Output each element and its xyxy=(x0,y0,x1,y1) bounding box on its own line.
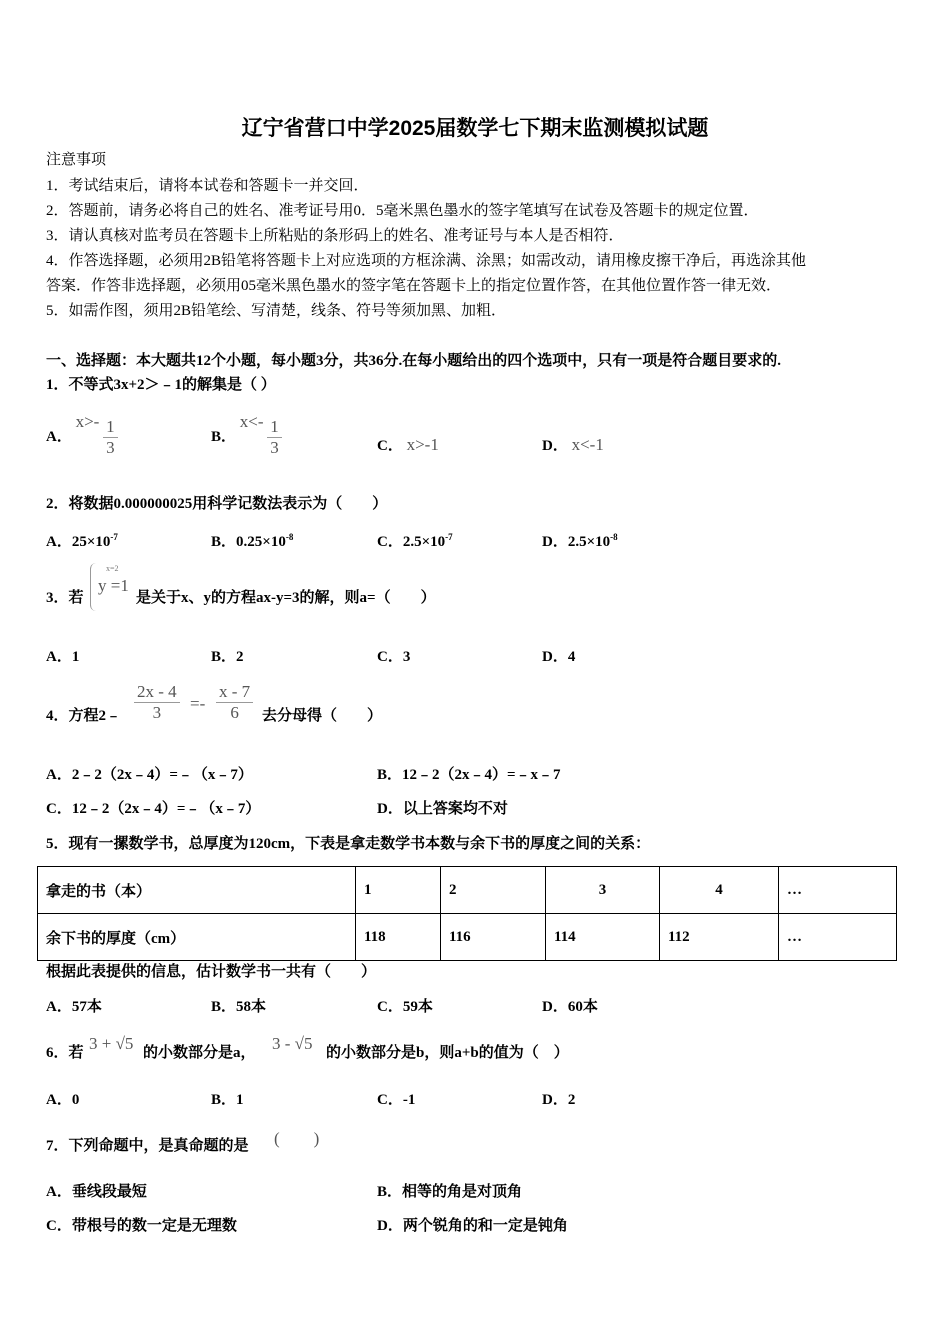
math-expr: 3 - √5 xyxy=(272,1034,313,1053)
data-table xyxy=(37,866,897,961)
table-cell: 116 xyxy=(441,914,546,961)
option-label: D． xyxy=(542,534,568,550)
exponent: -8 xyxy=(610,532,618,542)
denominator: 3 xyxy=(106,438,115,458)
q4-option-c[interactable]: C．12﹣2（2x﹣4）=﹣（x﹣7） xyxy=(46,801,261,817)
q3-option-c[interactable]: C．3 xyxy=(377,649,411,665)
notes-heading: 注意事项 xyxy=(46,152,107,168)
question-2-stem: 2．将数据0.000000025用科学记数法表示为（ ） xyxy=(46,496,388,512)
table-cell: 112 xyxy=(660,914,779,961)
table-cell: 1 xyxy=(356,867,441,914)
option-text: 25×10 xyxy=(71,534,111,550)
q6-mid: 的小数部分是a， xyxy=(143,1045,256,1061)
option-label: B． xyxy=(211,429,237,445)
denominator: 3 xyxy=(270,438,279,458)
table-cell: … xyxy=(779,867,897,914)
table-row xyxy=(38,914,897,961)
system-bottom: y =1 xyxy=(98,576,129,595)
fraction xyxy=(216,682,253,723)
q5-option-b[interactable]: B．58本 xyxy=(211,999,267,1015)
math-expr: x>-1 xyxy=(406,435,439,454)
q3-suffix: 是关于x、y的方程ax-y=3的解，则a=（ ） xyxy=(136,590,436,606)
q7-option-d[interactable]: D．两个锐角的和一定是钝角 xyxy=(377,1218,568,1234)
q6-option-d[interactable]: D．2 xyxy=(542,1092,576,1108)
table-cell: … xyxy=(779,914,897,961)
option-text: 2.5×10 xyxy=(402,534,446,550)
q6-suffix: 的小数部分是b，则a+b的值为（ ） xyxy=(326,1045,569,1061)
option-label: A． xyxy=(46,534,72,550)
q1-option-d[interactable] xyxy=(542,435,604,456)
q3-option-d[interactable]: D．4 xyxy=(542,649,576,665)
q5-option-c[interactable]: C．59本 xyxy=(377,999,433,1015)
q1-option-b[interactable] xyxy=(211,412,282,458)
fraction xyxy=(103,417,118,458)
exponent: -7 xyxy=(445,532,453,542)
option-label: D． xyxy=(542,438,568,454)
q6-option-a[interactable]: A．0 xyxy=(46,1092,80,1108)
option-label: A． xyxy=(46,429,72,445)
table-row xyxy=(38,867,897,914)
math-expr: x<-1 xyxy=(571,435,604,454)
q6-option-b[interactable]: B．1 xyxy=(211,1092,244,1108)
q4-option-a[interactable]: A．2﹣2（2x﹣4）=﹣（x﹣7） xyxy=(46,767,253,783)
q4-suffix: 去分母得（ ） xyxy=(262,708,383,724)
fraction xyxy=(267,417,282,458)
exponent: -8 xyxy=(285,532,294,542)
fraction xyxy=(134,682,180,723)
section-heading: 一、选择题：本大题共12个小题，每小题3分，共36分.在每小题给出的四个选项中，只有一项是符合题目要求的. xyxy=(46,353,782,369)
q1-option-c[interactable] xyxy=(377,435,439,456)
q3-prefix: 3．若 xyxy=(46,590,84,606)
system-top: x=2 xyxy=(106,564,119,573)
exponent: -7 xyxy=(110,532,118,542)
table-cell: 118 xyxy=(356,914,441,961)
q6-option-c[interactable]: C．-1 xyxy=(377,1092,416,1108)
q7-option-b[interactable]: B．相等的角是对顶角 xyxy=(377,1184,523,1200)
q4-option-d[interactable]: D．以上答案均不对 xyxy=(377,801,508,817)
option-label: B． xyxy=(211,534,237,550)
q2-option-a[interactable] xyxy=(46,527,118,552)
math-expr: 3 + √5 xyxy=(89,1034,134,1053)
option-label: C． xyxy=(377,438,403,454)
numerator: x - 7 xyxy=(216,682,253,703)
math-expr: x<- xyxy=(239,412,264,431)
q7-option-a[interactable]: A．垂线段最短 xyxy=(46,1184,147,1200)
q2-option-b[interactable] xyxy=(211,527,293,552)
q5-followup: 根据此表提供的信息，估计数学书一共有（ ） xyxy=(46,964,377,980)
numerator: 1 xyxy=(267,417,282,438)
table-cell: 2 xyxy=(441,867,546,914)
q3-option-a[interactable]: A．1 xyxy=(46,649,80,665)
math-expr: x>- xyxy=(75,412,100,431)
q2-option-d[interactable] xyxy=(542,527,618,552)
q5-option-d[interactable]: D．60本 xyxy=(542,999,598,1015)
q6-prefix: 6．若 xyxy=(46,1045,84,1061)
note-item: 答案．作答非选择题，必须用05毫米黑色墨水的签字笔在答题卡上的指定位置作答，在其他位置作答一律无效． xyxy=(46,278,782,294)
denominator: 3 xyxy=(152,703,162,722)
option-label: C． xyxy=(377,534,403,550)
question-1-stem: 1．不等式3x+2＞﹣1的解集是（ ） xyxy=(46,377,276,393)
note-item: 2．答题前，请务必将自己的姓名、准考证号用0．5毫米黑色墨水的签字笔填写在试卷及答题卡的规定位置． xyxy=(46,203,759,219)
q2-option-c[interactable] xyxy=(377,527,453,552)
note-item: 5．如需作图，须用2B铅笔绘、写清楚，线条、符号等须加黑、加粗． xyxy=(46,303,507,319)
page-title: 辽宁省营口中学2025届数学七下期末监测模拟试题 xyxy=(241,117,709,140)
note-item: 4．作答选择题，必须用2B铅笔将答题卡上对应选项的方框涂满、涂黑；如需改动，请用橡皮擦干净后，再选涂其他 xyxy=(46,253,807,269)
option-text: 2.5×10 xyxy=(567,534,611,550)
note-item: 3．请认真核对监考员在答题卡上所粘贴的条形码上的姓名、准考证号与本人是否相符． xyxy=(46,228,624,244)
option-text: 0.25×10 xyxy=(236,534,286,550)
numerator: 1 xyxy=(103,417,118,438)
table-cell: 3 xyxy=(546,867,660,914)
note-item: 1．考试结束后，请将本试卷和答题卡一并交回． xyxy=(46,178,369,194)
numerator: 2x - 4 xyxy=(134,682,180,703)
q4-prefix: 4．方程2﹣ xyxy=(46,708,122,724)
q4-option-b[interactable]: B．12﹣2（2x﹣4）=﹣x﹣7 xyxy=(377,767,561,783)
q7-option-c[interactable]: C．带根号的数一定是无理数 xyxy=(46,1218,237,1234)
question-5-stem: 5．现有一摞数学书，总厚度为120cm，下表是拿走数学书本数与余下书的厚度之间的关系： xyxy=(46,836,651,852)
brace xyxy=(90,563,97,611)
q5-option-a[interactable]: A．57本 xyxy=(46,999,102,1015)
table-cell: 4 xyxy=(660,867,779,914)
answer-paren: ( ) xyxy=(274,1129,320,1148)
denominator: 6 xyxy=(230,703,239,722)
q1-option-a[interactable] xyxy=(46,412,118,458)
table-cell: 114 xyxy=(546,914,660,961)
equals: =- xyxy=(190,694,206,713)
table-cell: 余下书的厚度（cm） xyxy=(38,914,356,961)
q3-option-b[interactable]: B．2 xyxy=(211,649,244,665)
table-cell: 拿走的书（本） xyxy=(38,867,356,914)
question-7-stem: 7．下列命题中，是真命题的是 xyxy=(46,1138,249,1154)
